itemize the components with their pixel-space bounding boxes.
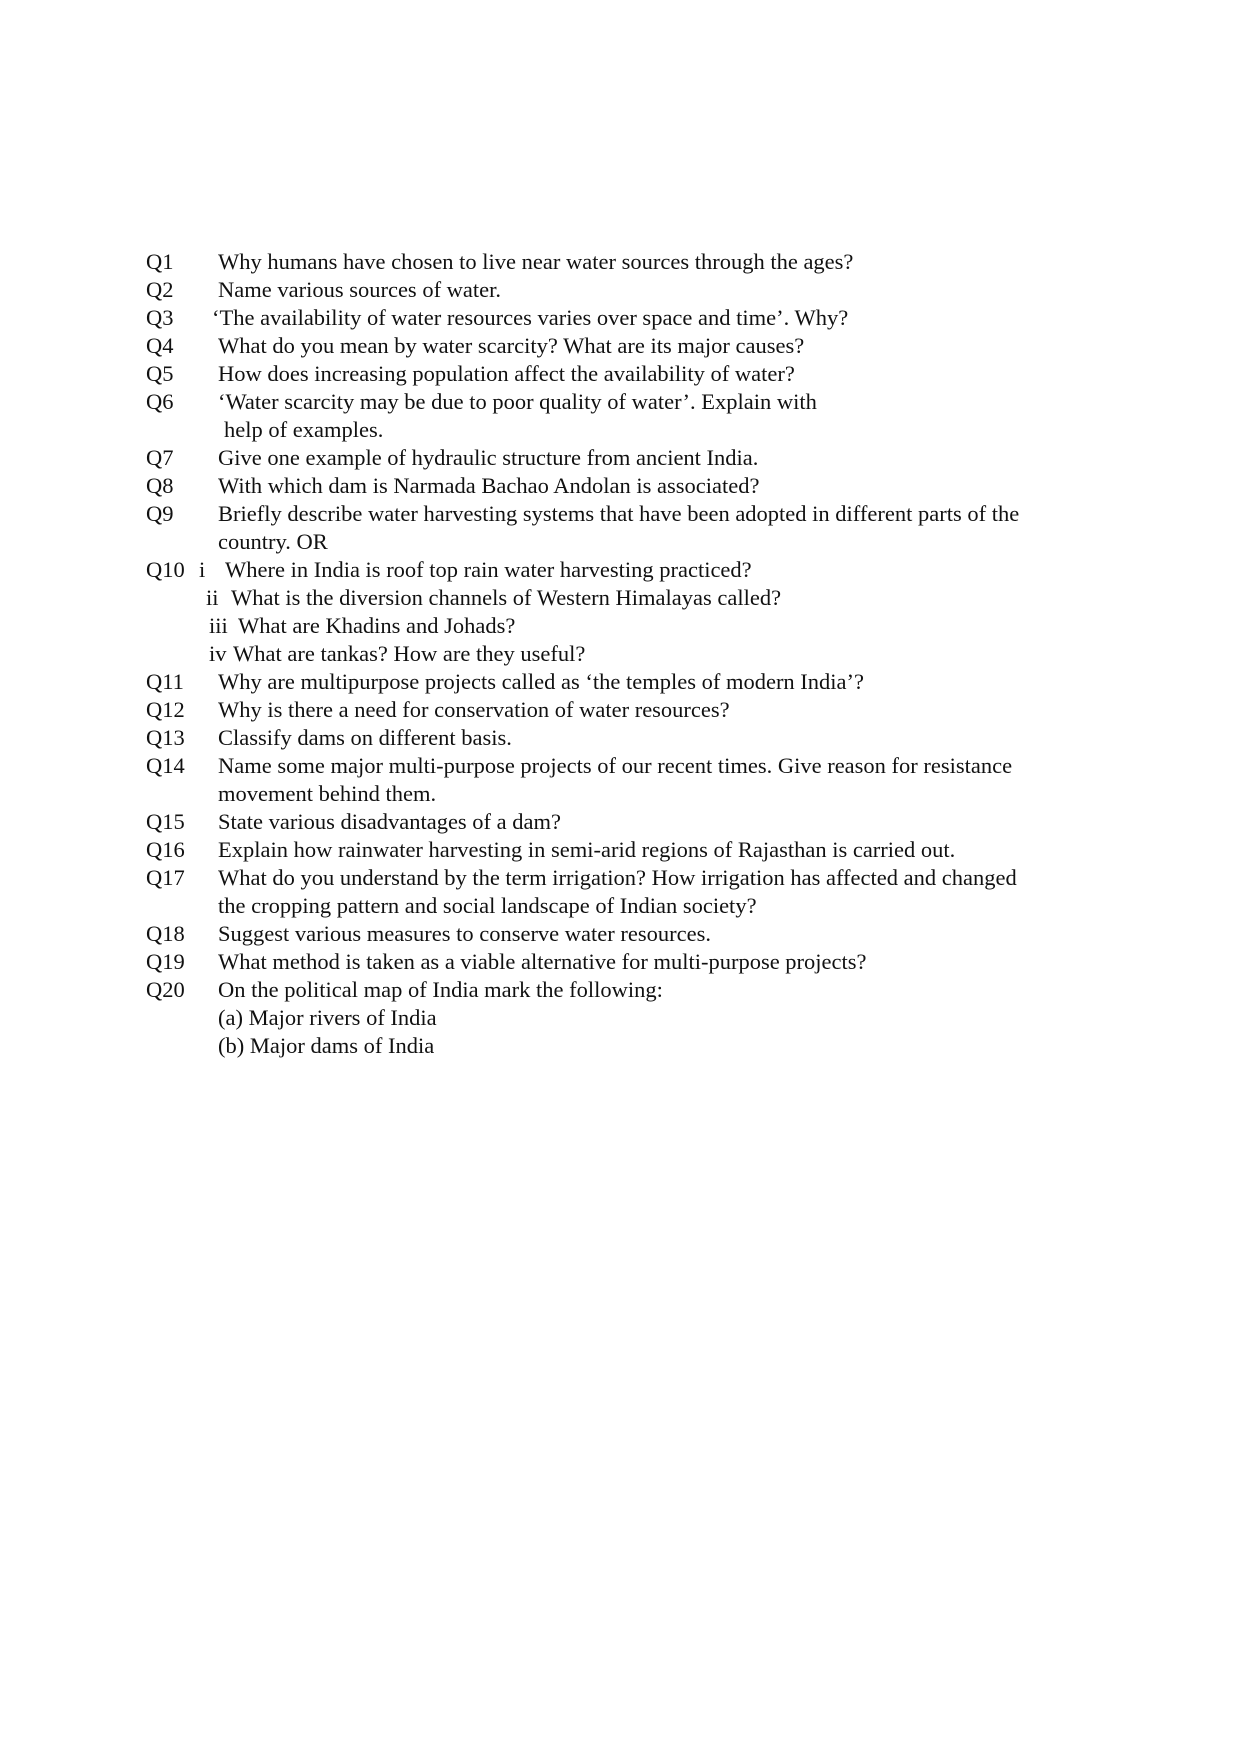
question-number: Q7: [146, 445, 174, 470]
question-8: [0, 472, 1240, 500]
question-text: How does increasing population affect the availability of water?: [218, 361, 795, 386]
question-number: Q3: [146, 305, 174, 330]
question-17: [0, 864, 1240, 892]
question-16: [0, 836, 1240, 864]
question-18: [0, 920, 1240, 948]
subpart-text: Where in India is roof top rain water harvesting practiced?: [225, 557, 752, 582]
question-4: [0, 332, 1240, 360]
question-text: (b) Major dams of India: [218, 1033, 435, 1058]
subpart-marker: iii: [209, 613, 228, 638]
question-number: Q1: [146, 249, 174, 274]
question-number: Q8: [146, 473, 174, 498]
question-number: Q2: [146, 277, 174, 302]
question-text: Name various sources of water.: [218, 277, 502, 302]
question-number: Q13: [146, 725, 185, 750]
subpart-text: What is the diversion channels of Western Himalayas called?: [231, 585, 782, 610]
question-number: Q12: [146, 697, 185, 722]
question-20-item-b: [0, 1032, 1240, 1060]
question-5: [0, 360, 1240, 388]
question-number: Q11: [146, 669, 184, 694]
question-17-continuation: [0, 892, 1240, 920]
question-number: Q6: [146, 389, 174, 414]
question-text: Briefly describe water harvesting systems that have been adopted in different parts of the: [218, 501, 1020, 526]
question-19: [0, 948, 1240, 976]
question-text: ‘The availability of water resources varies over space and time’. Why?: [212, 305, 849, 330]
question-text: Give one example of hydraulic structure from ancient India.: [218, 445, 759, 470]
question-20: [0, 976, 1240, 1004]
question-14: [0, 752, 1240, 780]
question-number: Q4: [146, 333, 174, 358]
question-text: (a) Major rivers of India: [218, 1005, 437, 1030]
question-text: Why are multipurpose projects called as ‘the temples of modern India’?: [218, 669, 865, 694]
question-text: ‘Water scarcity may be due to poor quality of water’. Explain with: [218, 389, 817, 414]
subpart-marker: ii: [206, 585, 219, 610]
question-text: movement behind them.: [218, 781, 437, 806]
question-text: country. OR: [218, 529, 328, 554]
question-9-continuation: [0, 528, 1240, 556]
question-text: Name some major multi-purpose projects of our recent times. Give reason for resistance: [218, 753, 1013, 778]
question-14-continuation: [0, 780, 1240, 808]
question-2: [0, 276, 1240, 304]
question-3: [0, 304, 1240, 332]
question-9: [0, 500, 1240, 528]
subpart-text: What are Khadins and Johads?: [238, 613, 516, 638]
question-7: [0, 444, 1240, 472]
question-10-subpart-iv: [0, 640, 1240, 668]
question-text: Suggest various measures to conserve water resources.: [218, 921, 711, 946]
question-10: [0, 556, 1240, 584]
question-number: Q19: [146, 949, 185, 974]
question-text: Classify dams on different basis.: [218, 725, 512, 750]
question-20-item-a: [0, 1004, 1240, 1032]
question-text: What do you mean by water scarcity? What are its major causes?: [218, 333, 805, 358]
question-number: Q15: [146, 809, 185, 834]
question-10-subpart-ii: [0, 584, 1240, 612]
question-number: Q5: [146, 361, 174, 386]
question-number: Q18: [146, 921, 185, 946]
question-number: Q14: [146, 753, 185, 778]
question-text: Explain how rainwater harvesting in semi-arid regions of Rajasthan is carried out.: [218, 837, 956, 862]
question-text: What method is taken as a viable alternative for multi-purpose projects?: [218, 949, 867, 974]
question-6: [0, 388, 1240, 416]
question-text: Why is there a need for conservation of water resources?: [218, 697, 730, 722]
question-number: Q20: [146, 977, 185, 1002]
question-11: [0, 668, 1240, 696]
question-text: the cropping pattern and social landscape of Indian society?: [218, 893, 757, 918]
question-text: State various disadvantages of a dam?: [218, 809, 562, 834]
question-15: [0, 808, 1240, 836]
question-1: [0, 248, 1240, 276]
question-number: Q16: [146, 837, 185, 862]
question-text: What do you understand by the term irrigation? How irrigation has affected and changed: [218, 865, 1017, 890]
question-text: With which dam is Narmada Bachao Andolan is associated?: [218, 473, 760, 498]
question-text: help of examples.: [224, 417, 384, 442]
subpart-marker: iv: [209, 641, 227, 666]
question-6-continuation: [0, 416, 1240, 444]
question-12: [0, 696, 1240, 724]
question-13: [0, 724, 1240, 752]
question-text: On the political map of India mark the following:: [218, 977, 663, 1002]
question-number: Q10: [146, 557, 185, 582]
question-text: Why humans have chosen to live near water sources through the ages?: [218, 249, 854, 274]
question-10-subpart-iii: [0, 612, 1240, 640]
subpart-text: What are tankas? How are they useful?: [233, 641, 586, 666]
question-number: Q9: [146, 501, 174, 526]
question-number: Q17: [146, 865, 185, 890]
subpart-marker: i: [199, 557, 206, 582]
